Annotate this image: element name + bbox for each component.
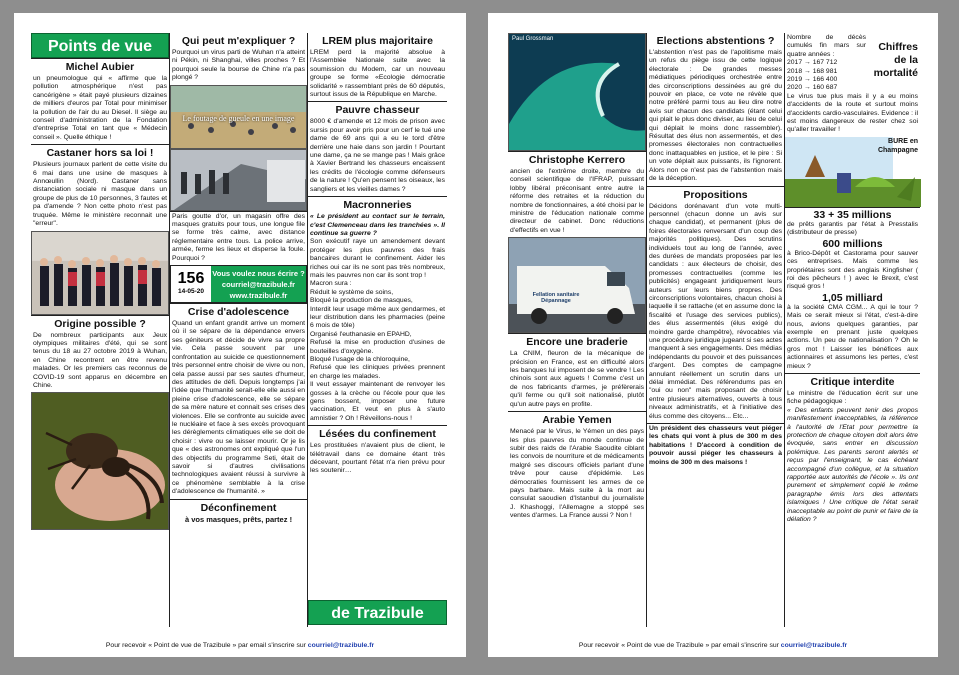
metro-photo xyxy=(170,149,307,211)
article-yemen xyxy=(508,411,646,522)
write-prompt: Vous voulez nous écrire ? xyxy=(212,269,305,279)
left-page xyxy=(14,13,466,657)
article-crise xyxy=(170,303,307,499)
left-footer xyxy=(14,642,466,649)
macron-list-item: Bloqué l'usage de la chloroquine, xyxy=(310,356,410,363)
prets-h1: 33 + 35 millions xyxy=(813,208,892,221)
lesees-body: Les prostituées n'avaient plus de client, le télétravail dans ce domaine étant très décevant, pourtant l'état n'a rien prévu pour les soutenir… xyxy=(310,442,445,475)
macron-list-item: Refusé la mise en production d'usines de bouteilles d'oxygène. xyxy=(310,339,445,355)
truck-image xyxy=(509,238,646,333)
article-paris xyxy=(170,211,307,265)
origine-body: De nombreux participants aux Jeux olympiques militaires d'été, qui se sont tenus du 18 au 27 octobre 2019 à Wuhan, en Chine recontrent en être revenu malades. Or les premiers cas reconnus de COVID-19 sont apparus en décembre en Chine. xyxy=(33,331,167,389)
lrem-title: LREM plus majoritaire xyxy=(322,35,433,47)
mort-year: 2018 → 168 981 xyxy=(787,67,838,75)
article-aubier xyxy=(31,58,169,144)
castaner-group-photo xyxy=(31,231,169,315)
photo-credit: Paul Grossman xyxy=(512,36,554,42)
macron-list-item: Refusé que les cliniques privées prennent en charge les malades. xyxy=(310,364,445,380)
wave-image xyxy=(509,34,646,151)
macron-list xyxy=(310,289,445,381)
left-col-2 xyxy=(169,33,307,627)
chasseur-body: 8000 € d'amende et 12 mois de prison avec sursis pour avoir pris pour un cerf le tué une dame de 69 ans qui a eu le tord d'être derrière une haie dans son jardin ! Pourtant une dame, ça ne se mange pas ! Mais grâce à Xavier Bertrand les chasseurs encaissent les crédits de l'écologie comme défenseurs de la nature ! Qu'en pensent les oiseaux, les sangliers et les vieilles dames ? xyxy=(310,118,445,193)
banner-trazibule: de Trazibule xyxy=(308,600,447,625)
braderie-title: Encore une braderie xyxy=(526,336,628,349)
paris-body: Paris goutte d'or, un magasin offre des masques gratuits pour tous, une longue file se forme très calme, avec distance réglementaire entre tous. La police arrive, armée, ferme les lieux et disperse la foule. Pourquoi ? xyxy=(172,212,305,262)
crise-title: Crise d'adolescence xyxy=(187,306,290,319)
article-prets xyxy=(785,207,920,373)
macron-list-item: Organisé l'euthanasie en EPAHD, xyxy=(310,330,412,338)
lesees-title: Lésées du confinement xyxy=(319,428,436,441)
macron-body: Son exécutif raye un amendement devant protéger les plus pauvres des frais bancaires durant le confinement. Aider les riches oui car ils ne sont pas très nombreux, mais les pauvres non car ils sont trop ! xyxy=(310,238,445,279)
group-people-image xyxy=(32,232,169,315)
banner-points-de-vue: Points de vue xyxy=(31,33,169,58)
issue-date: 14-05-20 xyxy=(177,288,205,296)
crowd-photo xyxy=(170,85,307,149)
kerrero-body: ancien de l'extrême droite, membre du conseil scientifique de l'IFRAP, puissant lobby libéral préconisant entre autre la réforme des retraites et la réduction du nombre de fonctionnaires, a été choisi par le ministre de l'éducation nationale comme directeur de cabinet. Donc réductions d'effectifs en vue ! xyxy=(510,168,644,234)
mortalite-head xyxy=(787,34,918,93)
article-deconfinement xyxy=(170,499,307,526)
prets-t2: à Brico-Dépôt et Castorama pour sauver ces entreprises. Mais comme les propriétaires sont des anglais Kingfisher ( roi des pêcheurs ! ) avec le Brexit, c'est risqué gros ! xyxy=(787,249,918,291)
issue-block xyxy=(170,265,307,303)
article-castaner xyxy=(31,144,169,230)
article-lesees xyxy=(308,425,447,478)
bure-block xyxy=(785,137,920,207)
prets-h2: 600 millions xyxy=(822,237,883,250)
critique-quote: « Des enfants peuvent tenir des propos manifestement inacceptables, la référence à l'autorité de l'Etat pour permettre la protection de chaque citoyen doit alors être évoquée, sans entrer en discussion polémique. Les parents seront alertés et reçus par l'enseignant, le cas échéant accompagné d'un collègue, et la situation rapportée aux autorités de l'école ». Ils ont purement et simplement copié le même paragraphe émis lors des attentats islamiques ! Une critique de l'état serait inacceptable au point de punir et faire de la délation ? xyxy=(787,406,918,524)
footer-mail[interactable]: courriel@trazibule.fr xyxy=(780,642,848,649)
macron-list-item: Interdit leur usage même aux gendarmes, et leur distribution dans les pharmacies (peine 6 mois de tôle) xyxy=(310,305,445,330)
article-origine xyxy=(31,315,169,393)
deconf-sub: à vos masques, prêts, partez ! xyxy=(184,514,293,524)
mort-year: 2017 → 167 712 xyxy=(787,59,838,67)
critique-title: Critique interdite xyxy=(810,375,895,388)
article-propositions xyxy=(647,186,784,424)
footer-text: Pour recevoir « Point de vue de Trazibule » par email s'inscrire sur xyxy=(578,642,781,649)
footer-mail[interactable]: courriel@trazibule.fr xyxy=(307,642,375,649)
right-col-2 xyxy=(646,33,784,627)
macron-title: Macronneries xyxy=(343,199,412,212)
yemen-title: Arabie Yemen xyxy=(542,414,612,427)
beetle-image xyxy=(32,393,169,530)
pres-chasseurs-body: Un président des chasseurs veut piéger les chats qui vont à plus de 300 m des habitations ! D'accord à condition de pouvoir aussi piéger les chasseurs à moins de 300 m des maisons ! xyxy=(649,425,782,466)
macron-list-item: Réduit le système de soins, xyxy=(310,288,394,296)
prop-title: Propositions xyxy=(683,188,748,201)
beetle-photo xyxy=(31,392,169,530)
mortalite-stats xyxy=(787,34,866,93)
abst-body: L'abstention n'est pas de l'apolitisme mais un refus du piège issu de cette logique électorale : De grandes messes médiatiques périodiques orchestrée entre des circonscriptions dessinées au gré du pouvoir en place, ce vote ne révèle que notre préféré parmi tous au lieu dire notre avis sur chacun des candidats (étant celui qui plait le plus donc diviser, au lieu de celui qui déplait le moins donc rassembler). Résultat des élus non assermentés, et des promesses électorales non contractuelles donc inattaquables en justice, et le pire : Si un vote déplait aux puissants, ils l'ignorent. Alors non ce n'est pas de l'abstention mais de la déception. xyxy=(649,49,782,183)
castaner-body: Plusieurs journaux parlent de cette visite du 6 mai dans une usine de masques à Annœullin (Nord). Castaner sans distanciation sociale ni masque dans un groupe de plus de 10 personnes, 3 fautes et pa d'amende ? Non cette photo n'est pas truquée. Même le ministère reconnait une "erreur". xyxy=(33,161,167,228)
qui-title: Qui peut m'expliquer ? xyxy=(181,35,296,47)
mort-body: Le virus tue plus mais il y a eu moins d'accidents de la route et surtout moins d'accidents cardio-vasculaires. Evidence : il est moins dangereux de rester chez soi qu'aller travailler ! xyxy=(787,92,918,134)
braderie-body: La CNIM, fleuron de la mécanique de précision en France, est en difficulté alors les banques lui imposent de se vendre ! Les chinois sont aux aguets ! Comme c'est un de nos fabricants d'armes, je préfèrerais qu'il ferme ou qu'il soit nationalisé, plutôt qu'un autre pays en profite. xyxy=(510,350,644,408)
left-col-3 xyxy=(307,33,447,627)
article-president-chasseurs xyxy=(647,423,784,469)
macron-quote: « Le président au contact sur le terrain, c'est Clemenceau dans les tranchées ». Il continue sa guerre ? xyxy=(310,213,445,237)
origine-title: Origine possible ? xyxy=(54,317,146,330)
right-col-3 xyxy=(784,33,920,627)
contact-mail[interactable]: courriel@trazibule.fr xyxy=(221,280,296,290)
issue-number: 156 xyxy=(177,270,205,288)
article-critique xyxy=(785,373,920,527)
abst-title: Elections abstentions ? xyxy=(656,35,775,47)
footer-text: Pour recevoir « Point de vue de Trazibule » par email s'inscrire sur xyxy=(105,642,308,649)
contact-site[interactable]: www.trazibule.fr xyxy=(229,291,288,301)
qui-body: Pourquoi un virus parti de Wuhan n'a atteint ni Pékin, ni Shanghai, villes proches ? Et pourquoi seule la bourse de Chine n'a pas plongé ? xyxy=(172,49,305,82)
article-macron xyxy=(308,196,447,425)
metro-image xyxy=(171,150,307,211)
yemen-body: Menacé par le Virus, le Yémen un des pays les plus pauvres du monde continue de subir des raids de l'Arabie Saoudite ciblant les convois de nourriture et de médicaments malgré ses discours officiels parlant d'une trêve pour cause d'épidémie. Les démocraties fournissent les armes de ce pays barbare. Mais suite à la mort au consulat saoudien d'Istanbul du journaliste J. Khashoggi, l'Allemagne a stoppé ses ventes d'armes. La France aussi ? Non ! xyxy=(510,428,644,520)
issue-number-box xyxy=(171,266,211,302)
article-mortalite xyxy=(785,33,920,137)
critique-intro: Le ministre de l'éducation écrit sur une fiche pédagogique : xyxy=(787,389,918,406)
right-col-1 xyxy=(508,33,646,627)
prets-t3: à la société CMA CGM... A qui le tour ? Mais ce serait mieux si l'état, c'est-à-dire nous, avions quelques garanties, par exemple en prenant juste quelques actions. Un peu de nationalisation ? Oh le gros mot ! Laisser les bénéfices aux actionnaires et assumons les pertes, c'est mieux ? xyxy=(787,303,918,370)
left-col-1 xyxy=(31,33,169,627)
photo-caption: Le foutage de gueule en une image xyxy=(182,113,295,123)
truck-photo xyxy=(508,237,646,333)
lrem-body: LREM perd la majorité absolue à l'Assemblée Nationale suite avec la soumission du Modem, car un nouveau groupe se forme «Ecologie démocratie solidarité » rassemblant près de 60 députés, surtout issus de la République en Marche. xyxy=(310,49,445,99)
macron-end: Il veut essayer maintenant de renvoyer les gosses à la crèche ou l'école pour que les gens bossent, imposer une future vaccination, Et veut en plus à s'auto amnistier ? Oh ! Réveillons-nous ! xyxy=(310,381,445,422)
aubier-title: Michel Aubier xyxy=(65,61,135,73)
castaner-title: Castaner hors sa loi ! xyxy=(46,147,154,160)
mort-intro: Nombre de décès cumulés fin mars sur quatre années : xyxy=(787,34,866,58)
aubier-body: un pneumologue qui « affirme que la pollution atmosphérique n'est pas cancérigène » était payé plusieurs dizaines de milliers d'euros par Total pour minimiser la pollution de l'air du au Diesel. Il siège au conseil d'administration de la Fondation d'entreprise Total en tant que « Médecin conseil ». Quelle éthique ! xyxy=(33,75,167,141)
deconf-title: Déconfinement xyxy=(200,501,277,514)
article-chasseur xyxy=(308,101,447,196)
bure-caption: BURE en Champagne xyxy=(877,137,918,154)
truck-label: Fellation sanitaire Dépannage xyxy=(532,292,580,305)
prets-t1: de prêts garantis par l'état à Presstalis (distributeur de presse) xyxy=(787,220,918,237)
mort-year: 2020 → 160 687 xyxy=(787,84,838,92)
right-page xyxy=(488,13,938,657)
macron-list-item: Bloqué la production de masques, xyxy=(310,297,413,305)
mort-title: Chiffres de la mortalité xyxy=(873,41,918,79)
macron-list-title: Macron sura : xyxy=(310,280,352,288)
prop-body: Décidons dorénavant d'un vote multi-personnel (chacun donne un avis sur chaque candidat), et permanent (plus de foires électorales renversant d'un coup des majorités politiques). Des scrutins individuels tout au long de l'année, avec des durées de mandats proposées par les candidats : aux électeurs de choisir, des promesses contractuelles (comme les publicités) engageant juridiquement leurs auteurs sur leurs biens propres. Des circonscriptions volontaires, chacun choisi à laquelle il se rattache (et en assume donc la fiscalité et l'usage des services publics), des élus assermentés (élus exigé du moindre garde champêtre), révocables via une procédure juridique jugeant si ses actes manquent à ses engagements. Des médias indépendants du pouvoir et des puissances d'argent. Des comptes de campagne annulant réellement un scrutin dans un délai immédiat. Des référendums pas en "oui ou non" mais proposant de choisir entre plusieurs alternatives, ouverts à tous niveaux administratifs, et à l'initiative des élus comme des citoyens... Etc... xyxy=(649,202,783,420)
wave-photo xyxy=(508,33,646,151)
article-qui xyxy=(170,33,307,85)
article-lrem xyxy=(308,33,447,101)
mort-year: 2019 → 166 400 xyxy=(787,76,838,84)
crise-body: Quand un enfant grandit arrive un moment où il se sépare de la dépendance envers ses géniteurs et décide de vivre sa propre vie. Cela passe souvent par une confrontation au suicide ce questionnement très personnel entre choisir de vivre ou non, cela passe aussi par ses sautes d'humeur, des attitudes de défi. Depuis longtemps j'ai l'idée que l'humanité serait-elle elle aussi en pleine crise d'adolescence, elle se sépare de sa mère nature et connait ses crises des violences. Elle se confronte au suicide avec le nucléaire et face à ses excès provoquant les dérèglements climatiques elle se doit de choisir : vivre ou se laisser mourir. Or je lis que « des astronomes ont expliqué que l'un des objectifs du programme Seti, était de savoir si d'autres civilisations technologiques avaient réussi à survivre à ce phénomène semblable à la crise d'adolescence de l'humanité. » xyxy=(172,320,305,496)
article-abstention xyxy=(647,33,784,186)
kerrero-title: Christophe Kerrero xyxy=(528,154,626,166)
contact-box xyxy=(211,266,306,302)
article-braderie xyxy=(508,333,646,411)
article-kerrero xyxy=(508,151,646,237)
chasseur-title: Pauvre chasseur xyxy=(335,104,420,117)
prets-h3: 1,05 milliard xyxy=(822,291,883,304)
right-footer xyxy=(488,642,938,649)
